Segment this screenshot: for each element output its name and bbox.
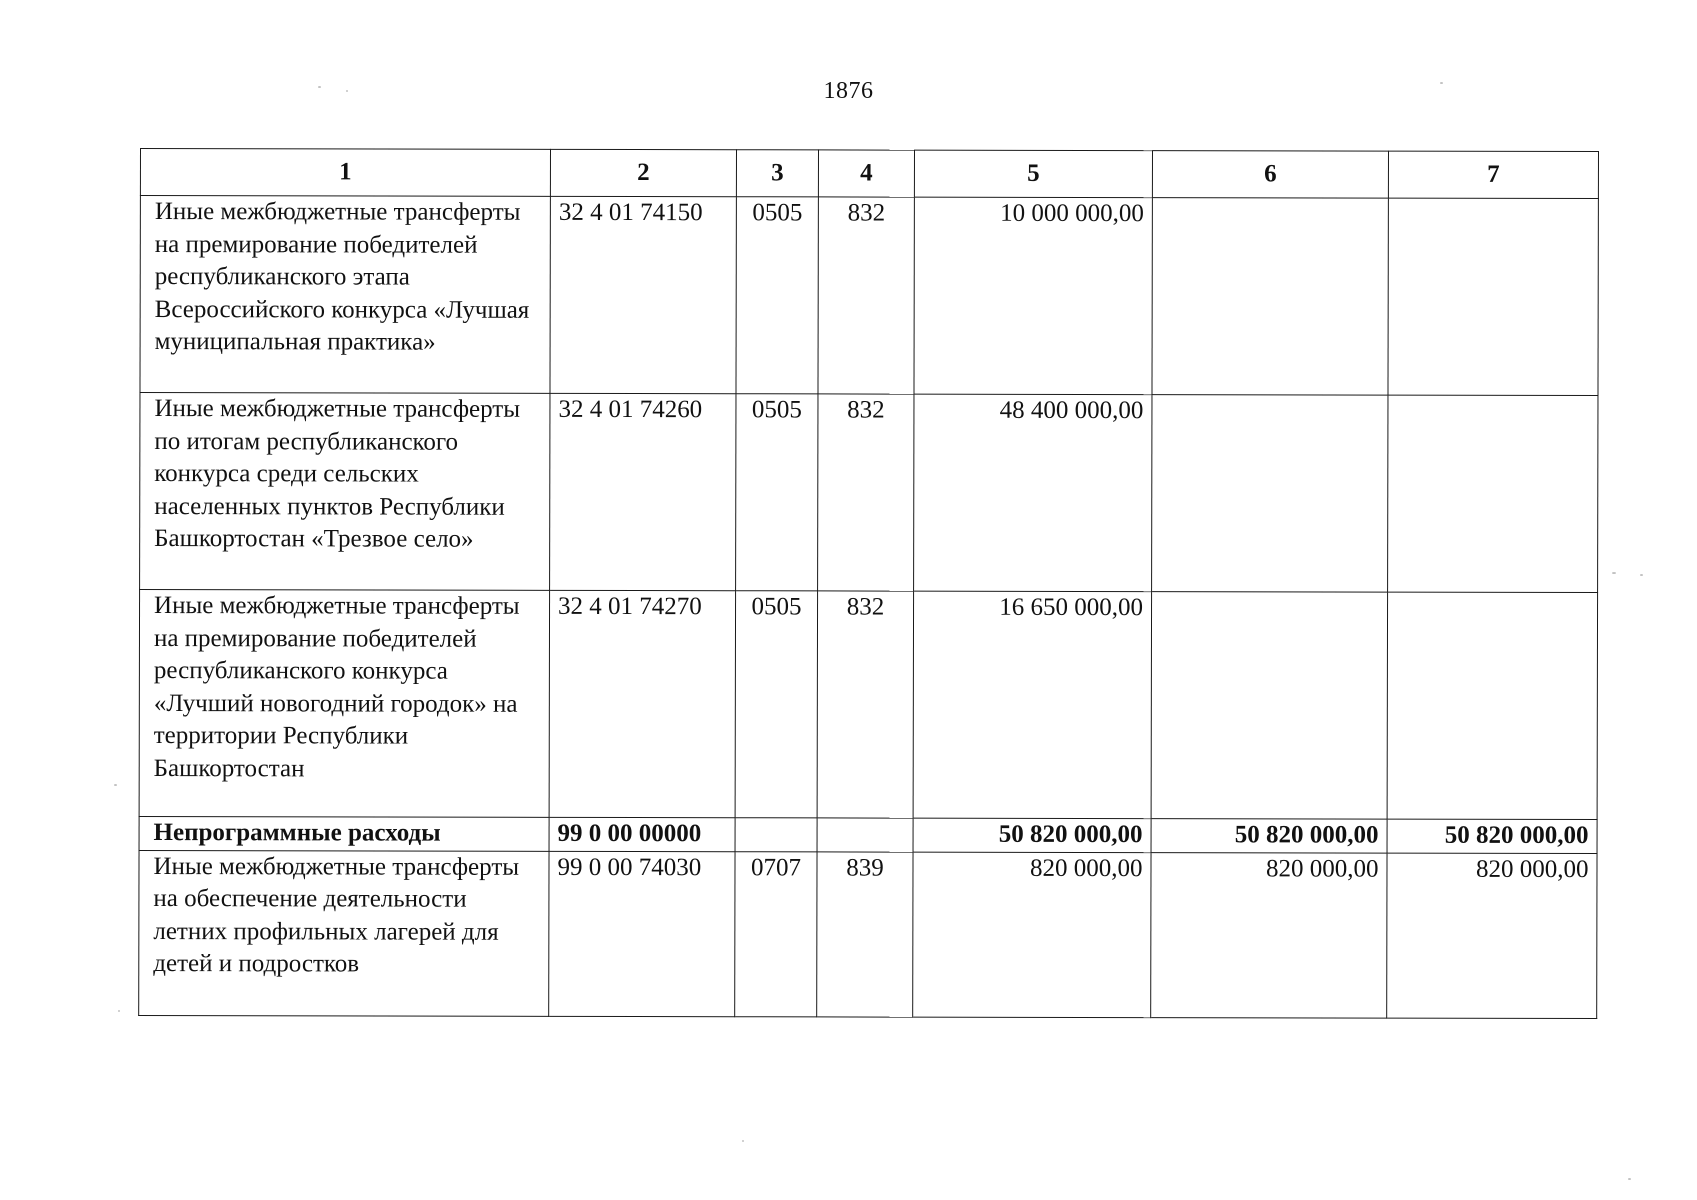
amount-col5-cell: 820 000,00	[913, 852, 1151, 1017]
amount-col7-cell: 50 820 000,00	[1387, 819, 1597, 853]
scan-speck	[318, 86, 321, 88]
amount-col7-cell	[1388, 198, 1598, 395]
amount-col7-cell	[1387, 592, 1597, 819]
amount-col7-cell: 820 000,00	[1387, 853, 1597, 1018]
expense-name-cell: Иные межбюджетные трансферты на обеспечение деятельности летних профильных лагерей для детей и подростков	[139, 850, 549, 1016]
scan-speck	[118, 1010, 120, 1012]
grbs-code-cell: 832	[818, 394, 914, 591]
table-header-row	[140, 149, 1598, 199]
amount-col6-cell	[1152, 395, 1388, 592]
amount-col5-cell: 16 650 000,00	[913, 591, 1151, 818]
scan-speck	[1628, 1178, 1631, 1180]
section-code-cell	[735, 818, 817, 852]
target-code-cell: 32 4 01 74150	[550, 196, 736, 393]
column-header: 3	[736, 150, 818, 197]
table-row	[140, 196, 1598, 396]
budget-table	[138, 148, 1599, 1019]
scan-speck	[742, 1140, 744, 1142]
amount-col6-cell	[1152, 198, 1388, 395]
section-code-cell: 0505	[735, 591, 817, 818]
column-header: 7	[1388, 151, 1598, 198]
table-row	[139, 850, 1597, 1018]
scan-speck	[346, 90, 348, 92]
section-code-cell: 0505	[736, 197, 818, 394]
scan-speck	[1440, 82, 1443, 84]
target-code-cell: 32 4 01 74260	[550, 393, 736, 590]
grbs-code-cell	[817, 818, 913, 852]
scan-speck	[114, 784, 117, 786]
grbs-code-cell: 832	[818, 197, 914, 394]
amount-col6-cell: 50 820 000,00	[1151, 819, 1387, 853]
column-header: 5	[914, 150, 1152, 197]
table-row	[139, 590, 1597, 820]
grbs-code-cell: 839	[817, 851, 913, 1016]
table-row	[140, 393, 1598, 593]
amount-col5-cell: 48 400 000,00	[914, 394, 1152, 591]
expense-name-cell: Иные межбюджетные трансферты на премирование победителей республиканского конкурса «Лучший новогодний городок» на территории Республики Башкортостан	[139, 590, 549, 818]
scan-speck	[1640, 574, 1643, 576]
target-code-cell: 32 4 01 74270	[549, 590, 735, 817]
column-header: 2	[550, 149, 736, 196]
target-code-cell: 99 0 00 74030	[549, 851, 735, 1016]
table-row-total	[139, 816, 1597, 853]
scan-speck	[1612, 572, 1616, 574]
column-header: 1	[140, 149, 550, 197]
column-header: 4	[818, 150, 914, 197]
section-code-cell: 0505	[736, 394, 818, 591]
grbs-code-cell: 832	[817, 591, 913, 818]
amount-col6-cell: 820 000,00	[1151, 852, 1387, 1017]
budget-table-container	[138, 148, 1598, 1019]
expense-name-cell: Непрограммные расходы	[139, 816, 549, 850]
page-number: 1876	[823, 78, 874, 104]
target-code-cell: 99 0 00 00000	[549, 817, 735, 851]
expense-name-cell: Иные межбюджетные трансферты по итогам республиканского конкурса среди сельских населенных пунктов Республики Башкортостан «Трезвое село»	[140, 393, 550, 591]
amount-col5-cell: 50 820 000,00	[913, 818, 1151, 852]
amount-col5-cell: 10 000 000,00	[914, 197, 1152, 394]
section-code-cell: 0707	[735, 851, 817, 1016]
column-header: 6	[1152, 151, 1388, 198]
amount-col6-cell	[1151, 592, 1387, 819]
amount-col7-cell	[1388, 395, 1598, 592]
expense-name-cell: Иные межбюджетные трансферты на премирование победителей республиканского этапа Всероссийского конкурса «Лучшая муниципальная практика»	[140, 196, 550, 394]
